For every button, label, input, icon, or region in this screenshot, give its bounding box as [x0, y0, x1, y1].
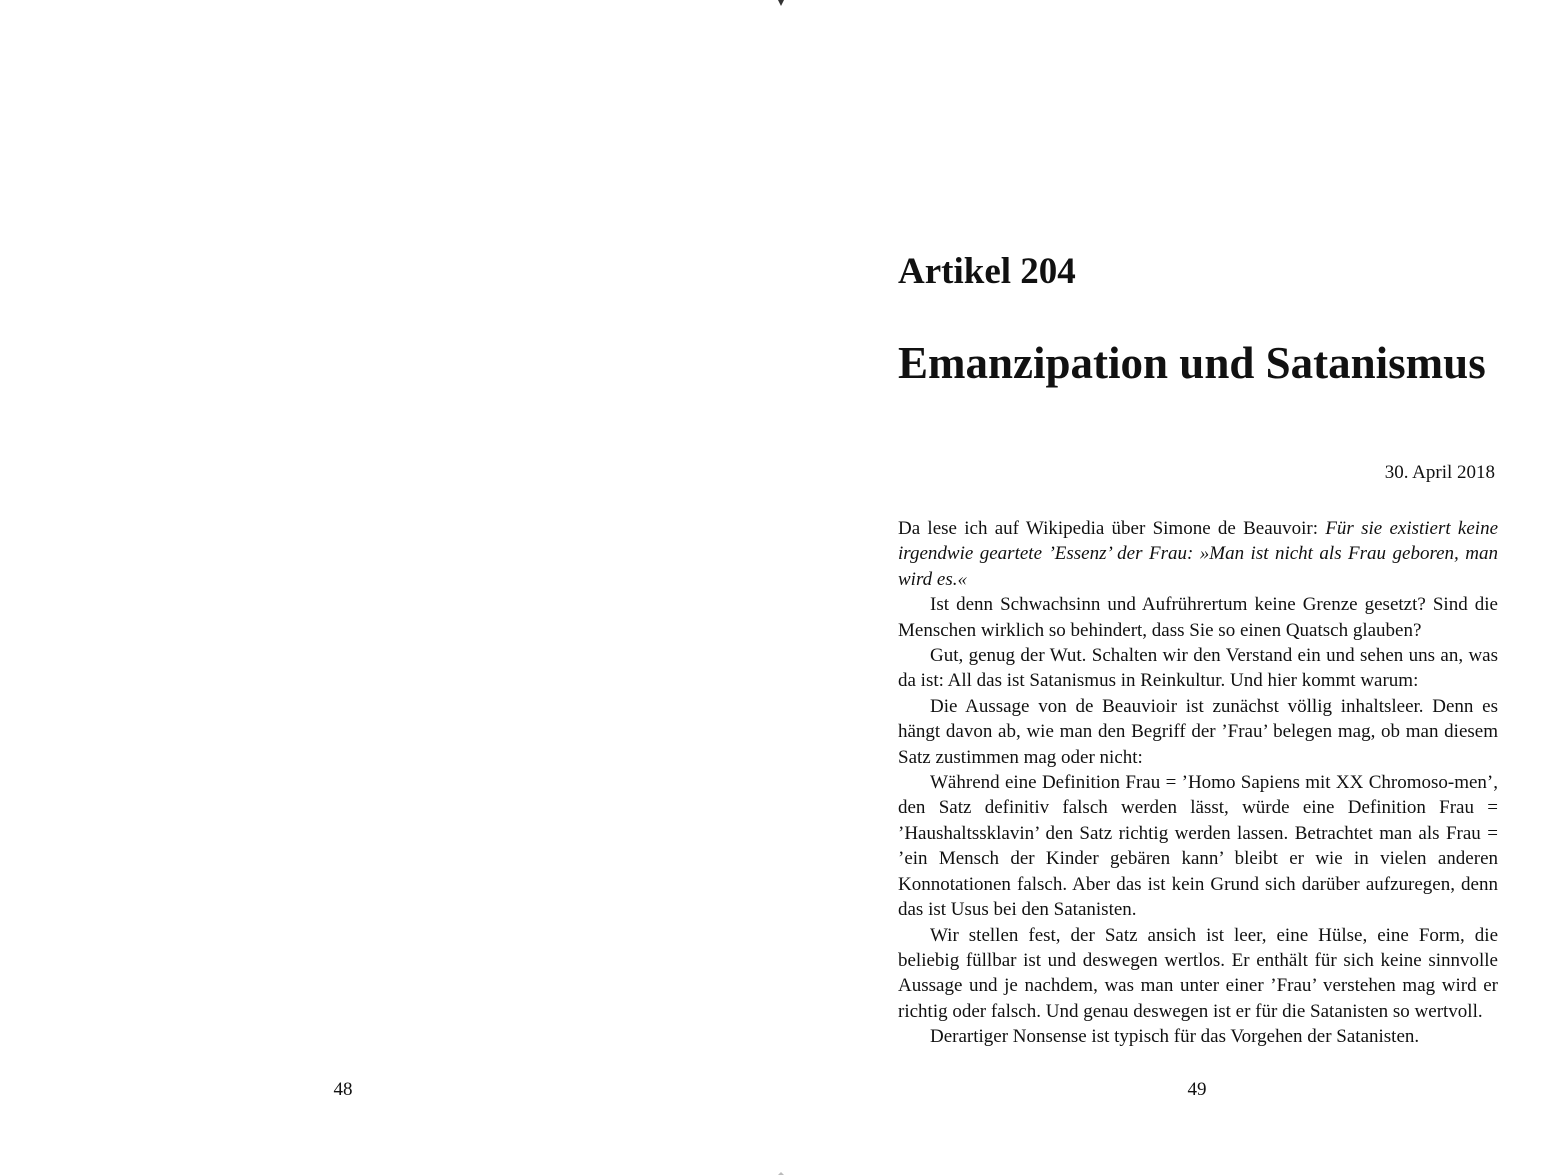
- intro-lead-text: Da lese ich auf Wikipedia über Simone de Beauvoir:: [898, 518, 1326, 539]
- paragraph-intro: [898, 516, 1498, 592]
- paragraph-7: Derartiger Nonsense ist typisch für das Vorgehen der Satanisten.: [930, 1026, 1420, 1048]
- article-body: [898, 516, 1498, 1050]
- page-number-left: 48: [333, 1079, 353, 1100]
- page-number-right: 49: [1187, 1079, 1207, 1100]
- paragraph-2: Ist denn Schwachsinn und Aufrührertum keine Grenze gesetzt? Sind die Menschen wirklich so behindert, dass Sie so einen Quatsch glauben?: [898, 594, 1498, 641]
- article-date: 30. April 2018: [1384, 462, 1495, 483]
- paragraph-6: Wir stellen fest, der Satz ansich ist leer, eine Hülse, eine Form, die beliebig füllbar ist und deswegen wertlos. Er enthält für sich keine sinnvolle Aussage und je nachdem, was man unter einer ’Frau’ verstehen mag wird er richtig oder falsch. Und genau deswegen ist er für die Satanisten so wertvoll.: [898, 924, 1498, 1022]
- beauvoir-quote: Für sie existiert keine irgendwie geartete ’Essenz’ der Frau: »Man ist nicht als Frau geboren, man wird es.«: [898, 518, 1499, 590]
- right-page: [782, 0, 1563, 1175]
- left-page: [0, 0, 781, 1175]
- article-number: Artikel 204: [898, 251, 1076, 292]
- paragraph-4: Die Aussage von de Beauvioir ist zunächst völlig inhaltsleer. Denn es hängt davon ab, wie man den Begriff der ’Frau’ belegen mag, ob man diesem Satz zustimmen mag oder nicht:: [898, 695, 1498, 768]
- article-title: Emanzipation und Satanismus: [898, 338, 1486, 388]
- paragraph-5: Während eine Definition Frau = ’Homo Sapiens mit XX Chromoso-men’, den Satz definitiv falsch werden lässt, würde eine Definition Frau = ’Haushaltssklavin’ den Satz richtig werden lassen. Betrachtet man als Frau = ’ein Mensch der Kinder gebären kann’ bleibt er wie in vielen anderen Konnotationen falsch. Aber das ist kein Grund sich darüber aufzuregen, denn das ist Usus bei den Satanisten.: [898, 772, 1498, 921]
- paragraph-3: Gut, genug der Wut. Schalten wir den Verstand ein und sehen uns an, was da ist: All das ist Satanismus in Reinkultur. Und hier kommt warum:: [898, 645, 1498, 692]
